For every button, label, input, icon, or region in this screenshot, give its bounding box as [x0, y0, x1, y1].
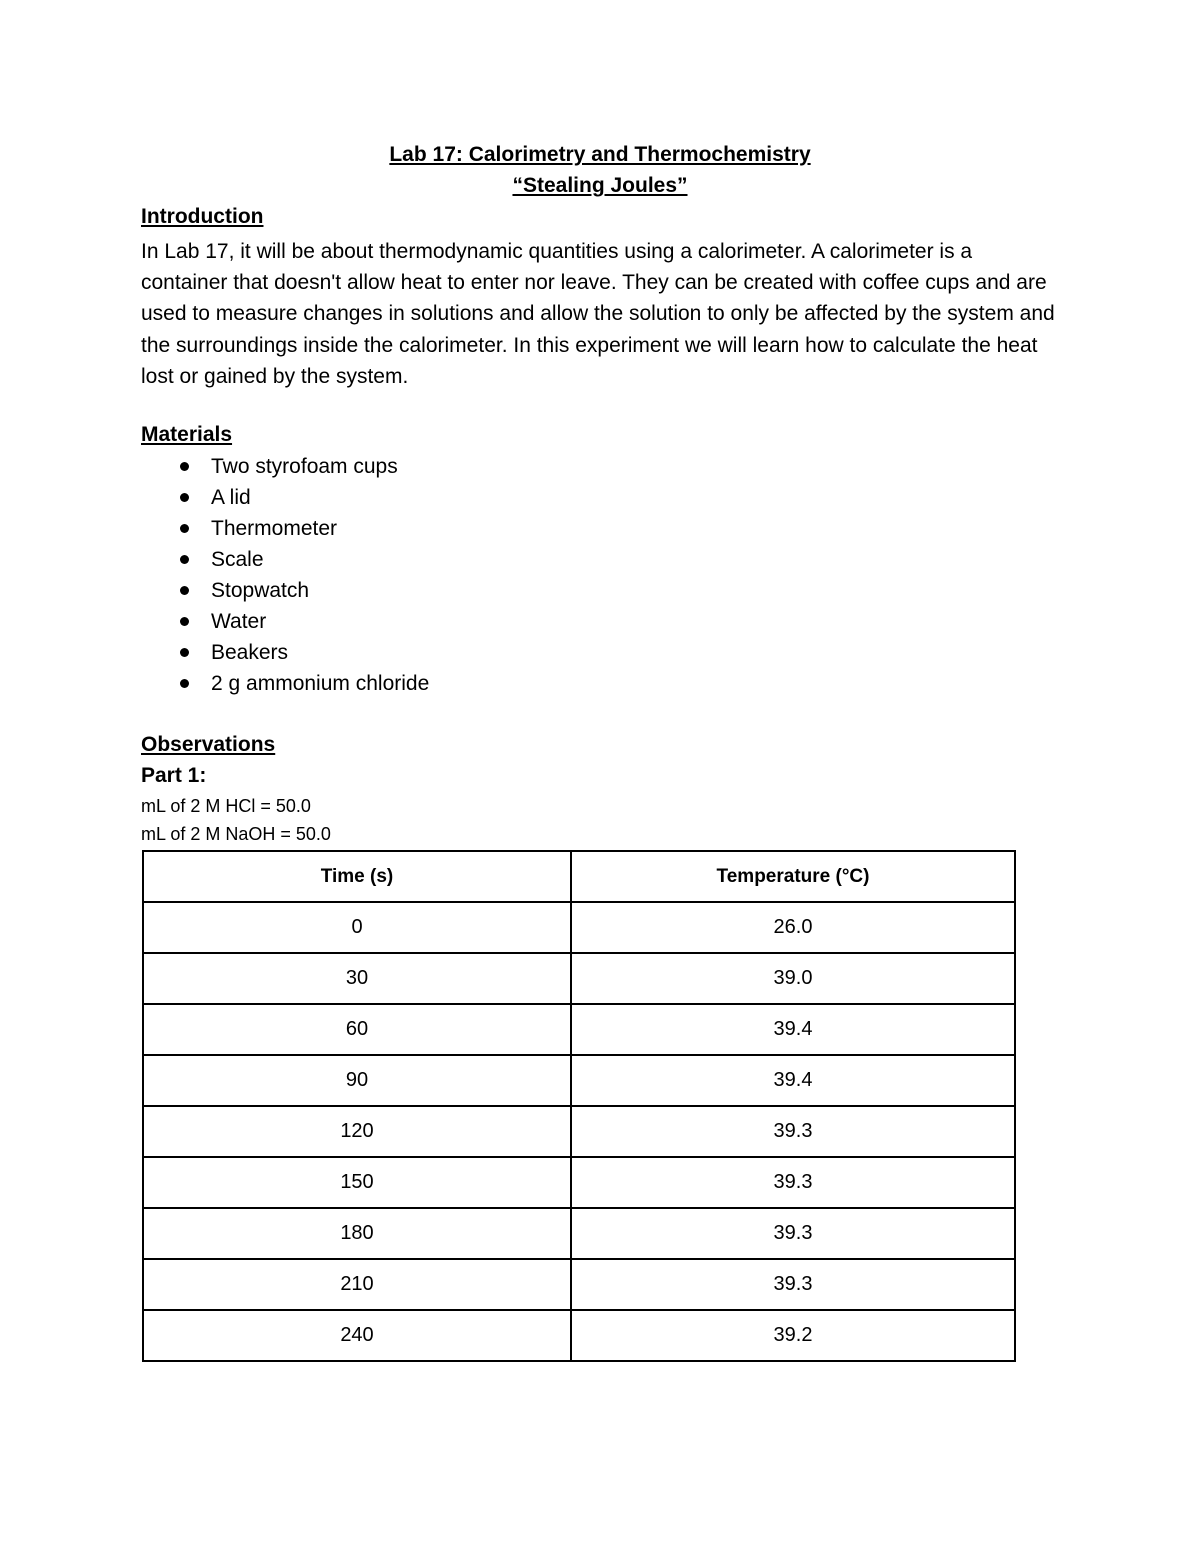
temperature-cell: 39.3	[571, 1106, 1015, 1157]
table-row	[143, 1055, 1015, 1106]
list-item-label: A lid	[211, 486, 251, 509]
time-cell: 0	[143, 902, 571, 953]
time-cell: 30	[143, 953, 571, 1004]
bullet-icon	[180, 493, 189, 502]
hcl-volume-note: mL of 2 M HCl = 50.0	[141, 796, 311, 816]
time-cell: 210	[143, 1259, 571, 1310]
temperature-cell: 39.0	[571, 953, 1015, 1004]
bullet-icon	[180, 648, 189, 657]
list-item-label: Beakers	[211, 641, 289, 664]
table-row	[143, 1310, 1015, 1361]
time-cell: 240	[143, 1310, 571, 1361]
list-item	[141, 668, 429, 699]
bullet-icon	[180, 679, 189, 688]
bullet-icon	[180, 524, 189, 533]
temperature-cell: 26.0	[571, 902, 1015, 953]
table-row	[143, 1259, 1015, 1310]
column-header-temperature: Temperature (°C)	[571, 851, 1015, 902]
list-item	[141, 575, 429, 606]
list-item-label: Scale	[211, 548, 264, 571]
materials-heading: Materials	[141, 423, 233, 446]
bullet-icon	[180, 586, 189, 595]
time-cell: 150	[143, 1157, 571, 1208]
column-header-time: Time (s)	[143, 851, 571, 902]
list-item	[141, 513, 429, 544]
list-item	[141, 451, 429, 482]
table-header-row	[143, 851, 1015, 902]
document-title: Lab 17: Calorimetry and Thermochemistry	[389, 143, 811, 166]
temperature-cell: 39.3	[571, 1208, 1015, 1259]
time-cell: 120	[143, 1106, 571, 1157]
time-cell: 180	[143, 1208, 571, 1259]
temperature-cell: 39.3	[571, 1157, 1015, 1208]
table-row	[143, 1157, 1015, 1208]
temperature-cell: 39.3	[571, 1259, 1015, 1310]
table-row	[143, 1208, 1015, 1259]
time-cell: 90	[143, 1055, 571, 1106]
materials-list	[141, 451, 429, 699]
temperature-cell: 39.2	[571, 1310, 1015, 1361]
introduction-paragraph: In Lab 17, it will be about thermodynamic quantities using a calorimeter. A calorimeter is a container that doesn't allow heat to enter nor leave. They can be created with coffee cups and are used to measure changes in solutions and allow the solution to only be affected by the system and the surroundings inside the calorimeter. In this experiment we will learn how to calculate the heat lost or gained by the system.	[141, 240, 1055, 388]
part-1-label: Part 1:	[141, 764, 207, 787]
bullet-icon	[180, 617, 189, 626]
list-item-label: Thermometer	[211, 517, 338, 540]
list-item-label: Stopwatch	[211, 579, 310, 602]
list-item-label: Two styrofoam cups	[211, 455, 398, 478]
time-temperature-table	[142, 850, 1016, 1362]
table-row	[143, 902, 1015, 953]
list-item-label: Water	[211, 610, 267, 633]
temperature-cell: 39.4	[571, 1004, 1015, 1055]
document-subtitle: “Stealing Joules”	[512, 174, 688, 197]
time-cell: 60	[143, 1004, 571, 1055]
list-item	[141, 637, 429, 668]
list-item	[141, 606, 429, 637]
table-row	[143, 953, 1015, 1004]
table-row	[143, 1004, 1015, 1055]
temperature-cell: 39.4	[571, 1055, 1015, 1106]
list-item	[141, 482, 429, 513]
table-row	[143, 1106, 1015, 1157]
list-item	[141, 544, 429, 575]
list-item-label: 2 g ammonium chloride	[211, 672, 430, 695]
naoh-volume-note: mL of 2 M NaOH = 50.0	[141, 824, 331, 844]
bullet-icon	[180, 555, 189, 564]
observations-heading: Observations	[141, 733, 276, 756]
bullet-icon	[180, 462, 189, 471]
introduction-heading: Introduction	[141, 205, 264, 228]
